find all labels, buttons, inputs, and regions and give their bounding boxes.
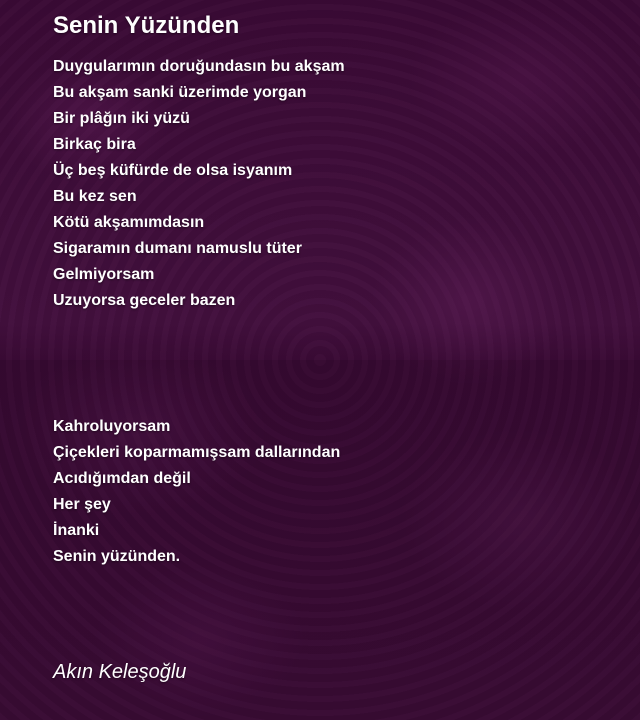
poem-line: Üç beş küfürde de olsa isyanım <box>53 162 293 179</box>
poem-title: Senin Yüzünden <box>53 12 240 39</box>
poem-line: Birkaç bira <box>53 136 136 153</box>
poem-line: Sigaramın dumanı namuslu tüter <box>53 240 302 257</box>
poem-line: Kötü akşamımdasın <box>53 214 205 231</box>
poem-line: Bu kez sen <box>53 188 137 205</box>
poem-line: Senin yüzünden. <box>53 548 181 565</box>
poem-line: Kahroluyorsam <box>53 418 171 435</box>
stanza-2 <box>53 414 623 570</box>
poem-line: Gelmiyorsam <box>53 266 155 283</box>
stanza-1 <box>53 54 623 314</box>
poem-line: Çiçekleri koparmamışsam dallarından <box>53 444 341 461</box>
poem-line: Acıdığımdan değil <box>53 470 191 487</box>
poem-author: Akın Keleşoğlu <box>53 661 187 683</box>
poem-line: Bir plâğın iki yüzü <box>53 110 190 127</box>
poem-line: Bu akşam sanki üzerimde yorgan <box>53 84 307 101</box>
poem-line: Her şey <box>53 496 111 513</box>
poem-line: İnanki <box>53 522 100 539</box>
poem-line: Duygularımın doruğundasın bu akşam <box>53 58 345 75</box>
poem-line: Uzuyorsa geceler bazen <box>53 292 236 309</box>
poem-container <box>53 12 623 570</box>
